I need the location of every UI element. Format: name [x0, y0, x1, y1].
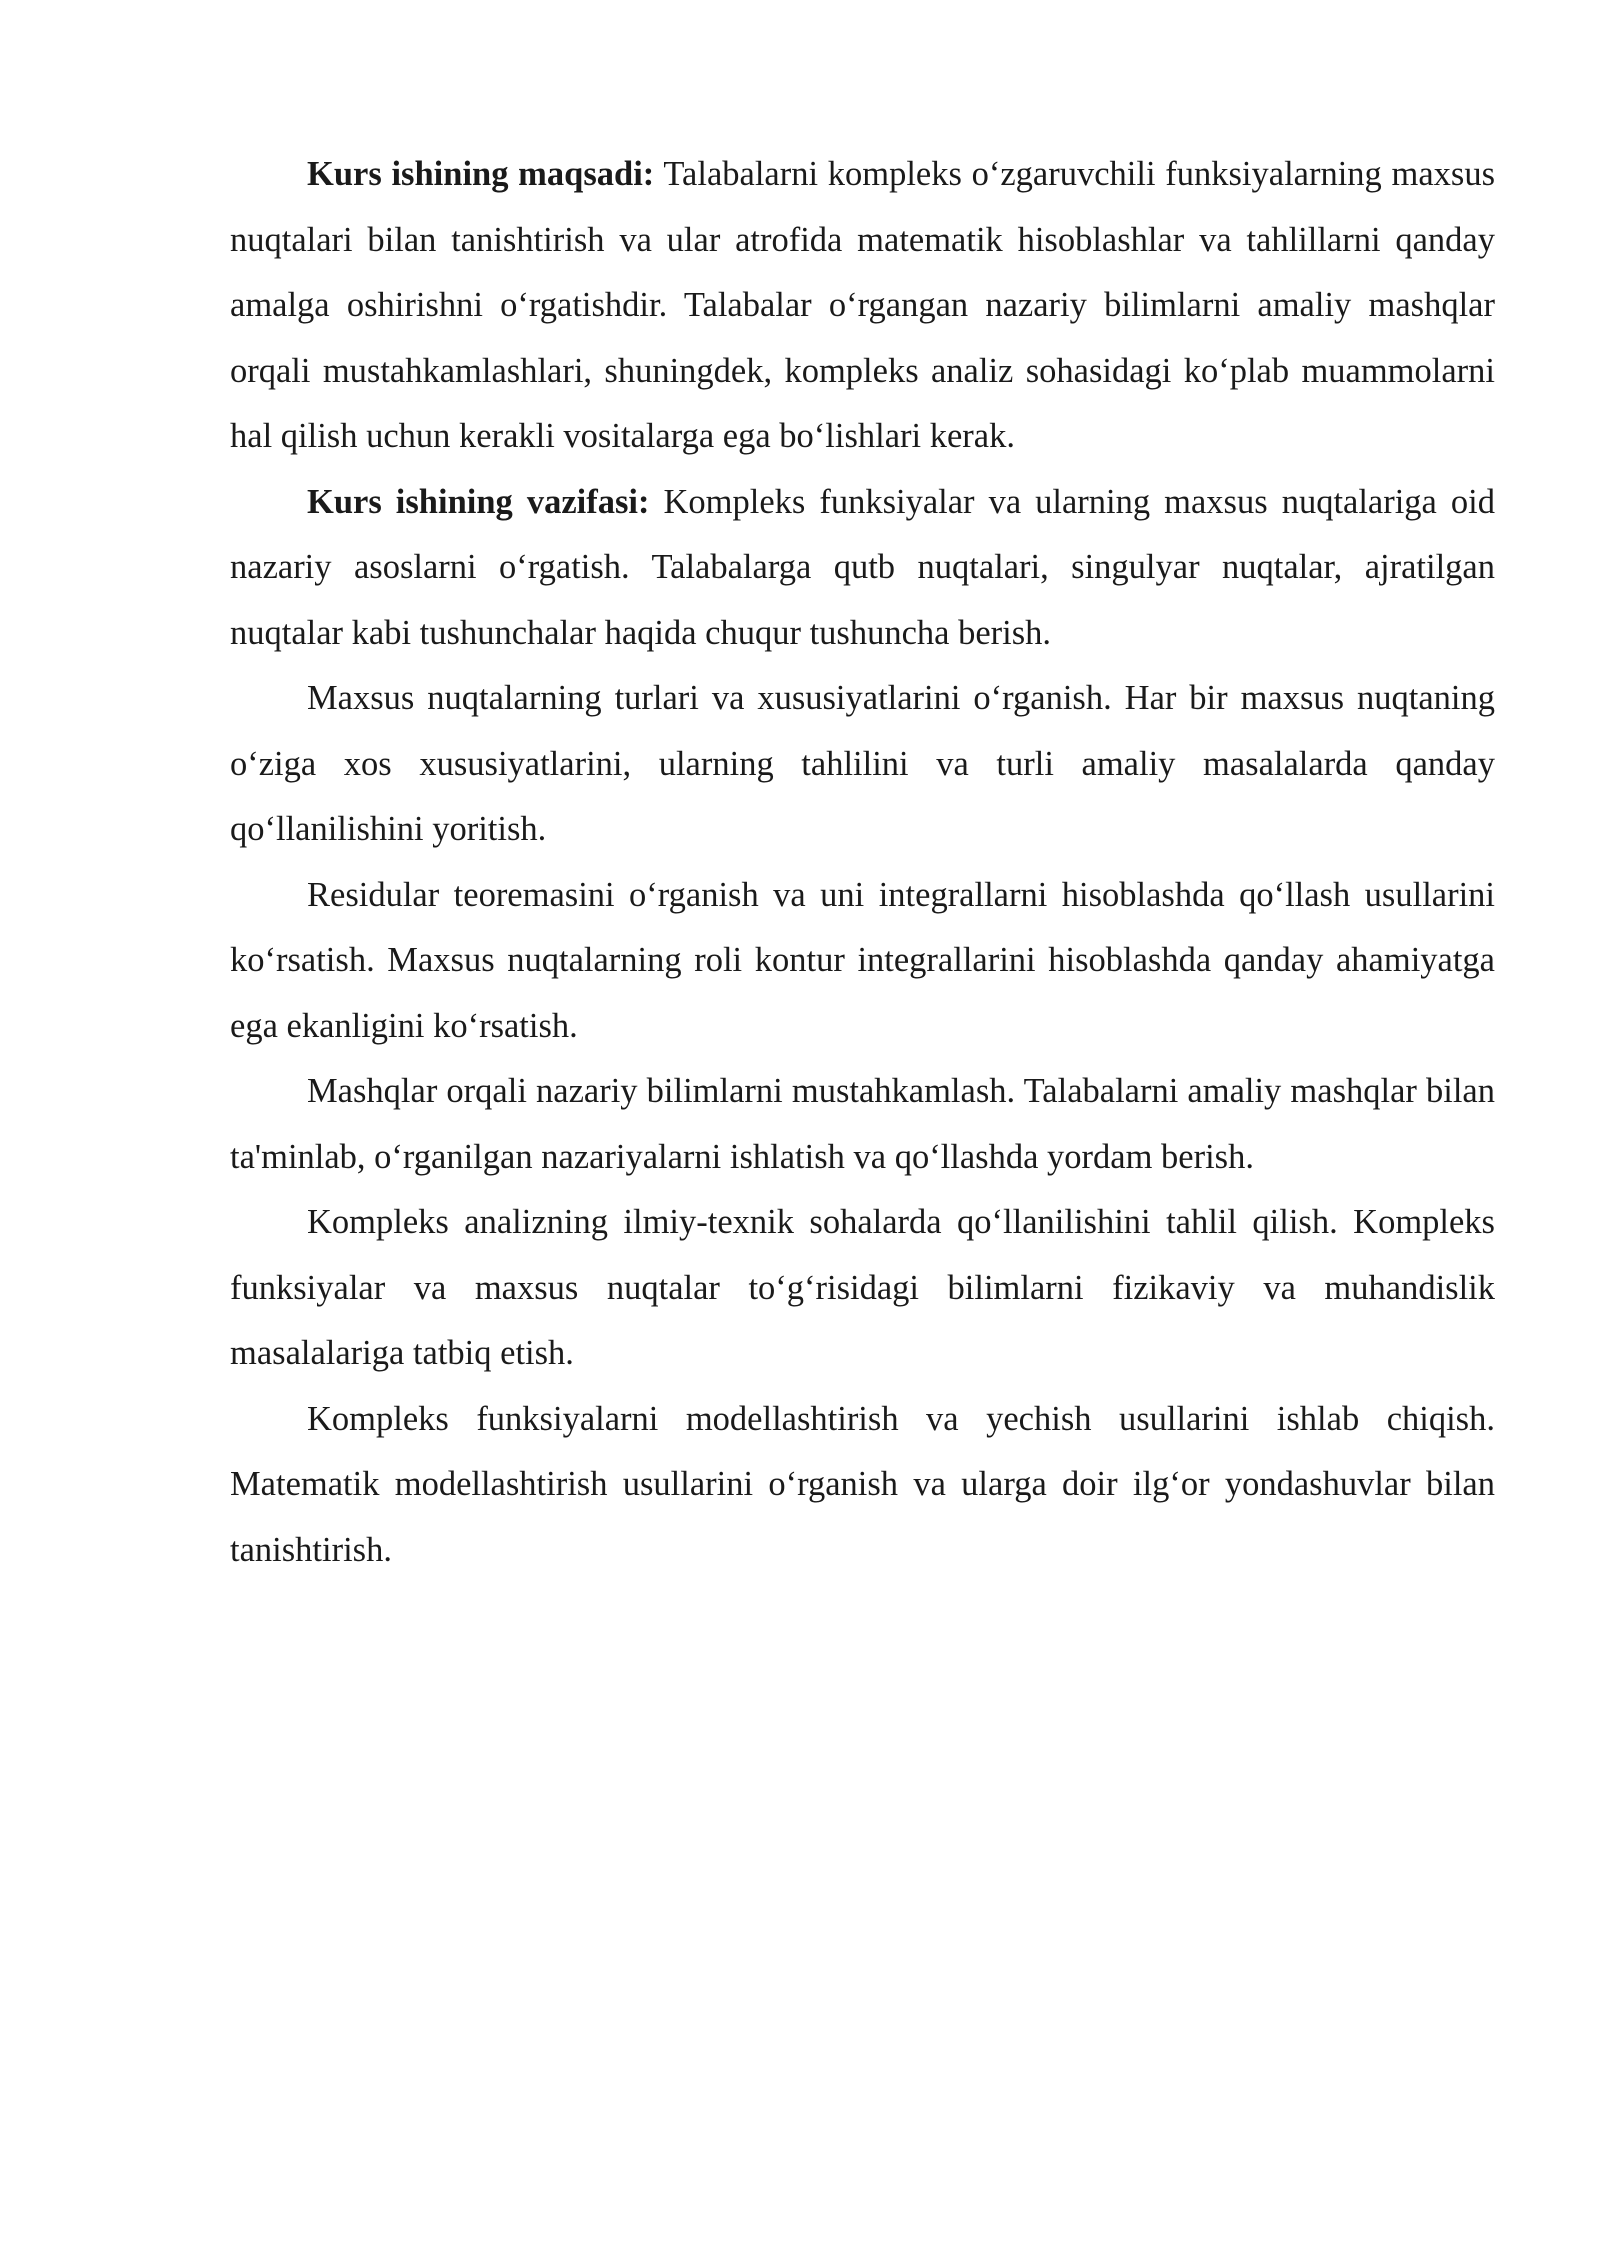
paragraph-text: Kompleks funksiyalar va ularning maxsus nuqtalariga oid nazariy asoslarni o‘rgatish. Talabalarga qutb nuqtalari, singulyar nuqtalar, ajratilgan nuqtalar kabi tushunchalar haqida chuqur tushuncha berish. — [230, 482, 1495, 652]
paragraph-text: Mashqlar orqali nazariy bilimlarni mustahkamlash. Talabalarni amaliy mashqlar bilan ta'minlab, o‘rganilgan nazariyalarni ishlatish va qo‘llashda yordam berish. — [230, 1072, 1495, 1176]
paragraph-text: Residular teoremasini o‘rganish va uni integrallarni hisoblashda qo‘llash usullarini ko‘rsatish. Maxsus nuqtalarning roli kontur integrallarini hisoblashda qanday ahamiyatga ega ekanligini ko‘rsatish. — [230, 875, 1495, 1045]
paragraph-text: Maxsus nuqtalarning turlari va xususiyatlarini o‘rganish. Har bir maxsus nuqtaning o‘ziga xos xususiyatlarini, ularning tahlilini va turli amaliy masalalarda qanday qo‘llanilishini yoritish. — [230, 679, 1495, 848]
paragraph-course-task — [230, 470, 1495, 667]
paragraph-lead-goal: Kurs ishining maqsadi: — [307, 155, 655, 193]
paragraph-text: Kompleks funksiyalarni modellashtirish va yechish usullarini ishlab chiqish. Matematik modellashtirish usullarini o‘rganish va ularga doir ilg‘or yondashuvlar bilan tanishtirish. — [230, 1399, 1495, 1569]
paragraph-exercises — [230, 1059, 1495, 1190]
paragraph-applications — [230, 1190, 1495, 1387]
paragraph-residue-theorem — [230, 863, 1495, 1060]
paragraph-text: Kompleks analizning ilmiy-texnik sohalarda qo‘llanilishini tahlil qilish. Kompleks funksiyalar va maxsus nuqtalar to‘g‘risidagi bilimlarni fizikaviy va muhandislik masalalariga tatbiq etish. — [230, 1203, 1495, 1372]
paragraph-text: Talabalarni kompleks o‘zgaruvchili funksiyalarning maxsus nuqtalari bilan tanishtirish va ular atrofida matematik hisoblashlar va tahlillarni qanday amalga oshirishni o‘rgatishdir. Talabalar o‘rgangan nazariy bilimlarni amaliy mashqlar orqali mustahkamlashlari, shuningdek, kompleks analiz sohasidagi ko‘plab muammolarni hal qilish uchun kerakli vositalarga ega bo‘lishlari kerak. — [230, 155, 1495, 455]
paragraph-special-points — [230, 666, 1495, 863]
document-body — [230, 142, 1495, 1583]
paragraph-course-goal — [230, 142, 1495, 470]
paragraph-modelling — [230, 1387, 1495, 1584]
paragraph-lead-task: Kurs ishining vazifasi: — [307, 482, 650, 521]
